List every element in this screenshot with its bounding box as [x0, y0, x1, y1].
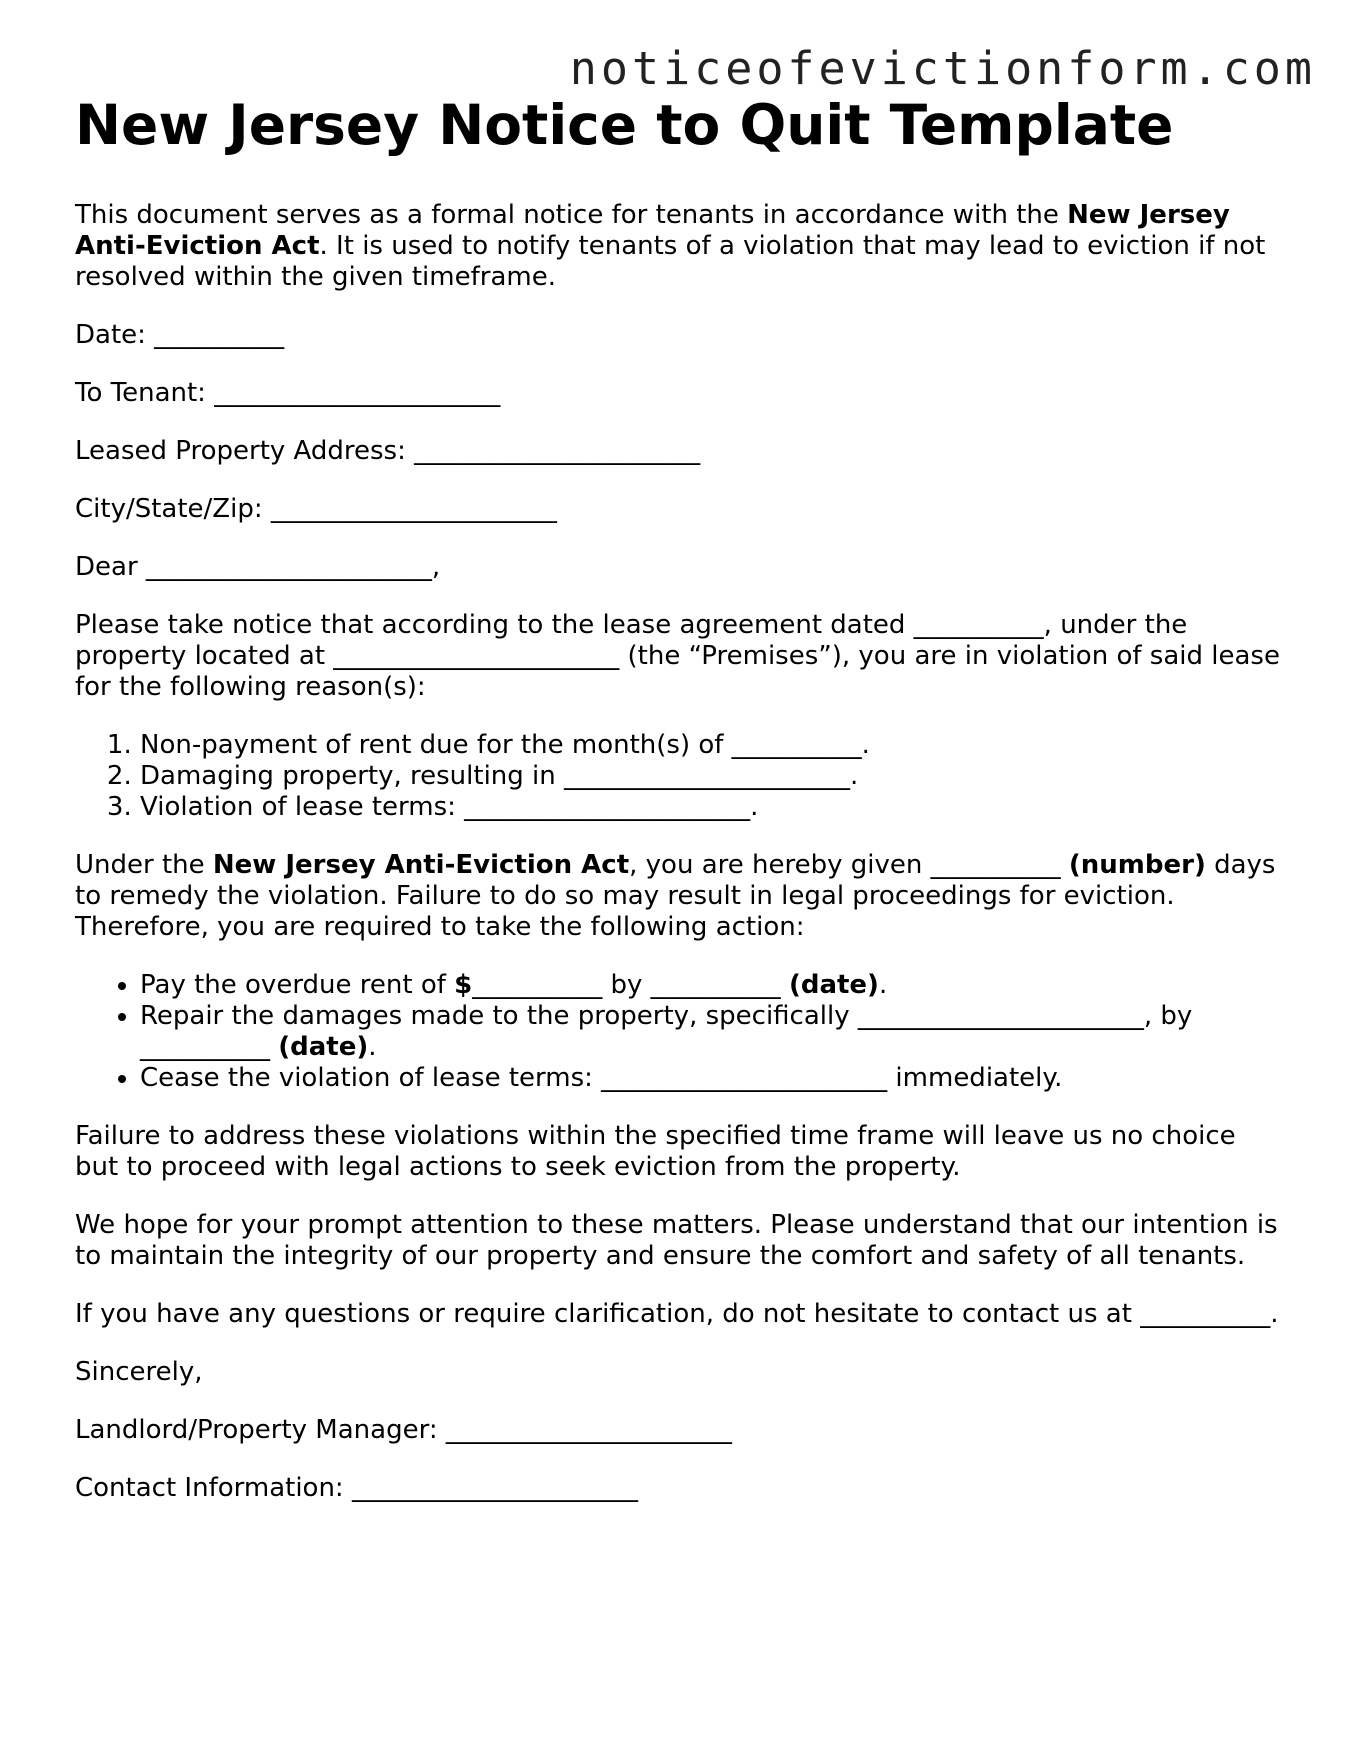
remedy-text-pre: Under the — [75, 850, 213, 880]
failure-paragraph: Failure to address these violations within the specified time frame will leave us no choice but to proceed with legal actions to seek eviction from the property. — [75, 1121, 1236, 1182]
remedy-text-mid: , you are hereby given __________ — [629, 850, 1069, 880]
intro-paragraph — [75, 200, 1285, 293]
action-item-repair — [140, 1001, 1285, 1063]
intro-act-name: New Jersey Anti-Eviction Act — [75, 200, 1230, 261]
pay-date-label: (date) — [788, 970, 879, 1000]
remedy-number-label: (number) — [1068, 850, 1206, 880]
questions-paragraph: If you have any questions or require clarification, do not hesitate to contact us at __________. — [75, 1299, 1279, 1329]
site-watermark: noticeofevictionform.com — [569, 42, 1316, 95]
repair-text-end: . — [368, 1032, 377, 1062]
page-title: New Jersey Notice to Quit Template — [75, 93, 1174, 157]
hope-paragraph: We hope for your prompt attention to these matters. Please understand that our intention is to maintain the integrity of our property and ensure the comfort and safety of all tenants. — [75, 1210, 1278, 1271]
contact-field: Contact Information: ______________________ — [75, 1473, 638, 1503]
action-item-cease: • Cease the violation of lease terms: ______________________ immediately. — [140, 1063, 1285, 1094]
tenant-field: To Tenant: ______________________ — [75, 378, 501, 408]
reasons-list — [75, 730, 1285, 823]
document-body — [75, 90, 1285, 1531]
date-field: Date: __________ — [75, 320, 285, 350]
action-item-pay — [140, 970, 1285, 1001]
reason-item: 1. Non-payment of rent due for the month(s) of __________. — [140, 730, 1285, 761]
pay-text-mid: __________ by __________ — [472, 970, 789, 1000]
notice-paragraph: Please take notice that according to the lease agreement dated __________, under the property located at ______________________ (the “Premises”), you are in violation of said lease for the following reason(s): — [75, 610, 1280, 702]
pay-dollar-sign: $ — [454, 970, 473, 1000]
intro-text-post: . It is used to notify tenants of a violation that may lead to eviction if not resolved within the given timeframe. — [75, 231, 1266, 292]
actions-list — [75, 970, 1285, 1094]
repair-text-pre: Repair the damages made to the property, specifically ______________________, by __________ — [140, 1001, 1193, 1062]
landlord-field: Landlord/Property Manager: ______________________ — [75, 1415, 732, 1445]
remedy-text-post: days to remedy the violation. Failure to do so may result in legal proceedings for eviction. Therefore, you are required to take the following action: — [75, 850, 1276, 942]
pay-text-end: . — [878, 970, 888, 1000]
city-state-zip-field: City/State/Zip: ______________________ — [75, 494, 557, 524]
reason-item: 3. Violation of lease terms: ______________________. — [140, 792, 1285, 823]
remedy-act-name: New Jersey Anti-Eviction Act — [212, 850, 630, 880]
intro-text-pre: This document serves as a formal notice for tenants in accordance with the — [75, 200, 1068, 230]
salutation: Dear ______________________, — [75, 552, 441, 582]
remedy-paragraph — [75, 850, 1285, 943]
repair-date-label: (date) — [278, 1032, 369, 1062]
reason-item: 2. Damaging property, resulting in ______________________. — [140, 761, 1285, 792]
address-field: Leased Property Address: ______________________ — [75, 436, 701, 466]
closing: Sincerely, — [75, 1357, 203, 1387]
pay-text-pre: Pay the overdue rent of — [140, 970, 455, 1000]
